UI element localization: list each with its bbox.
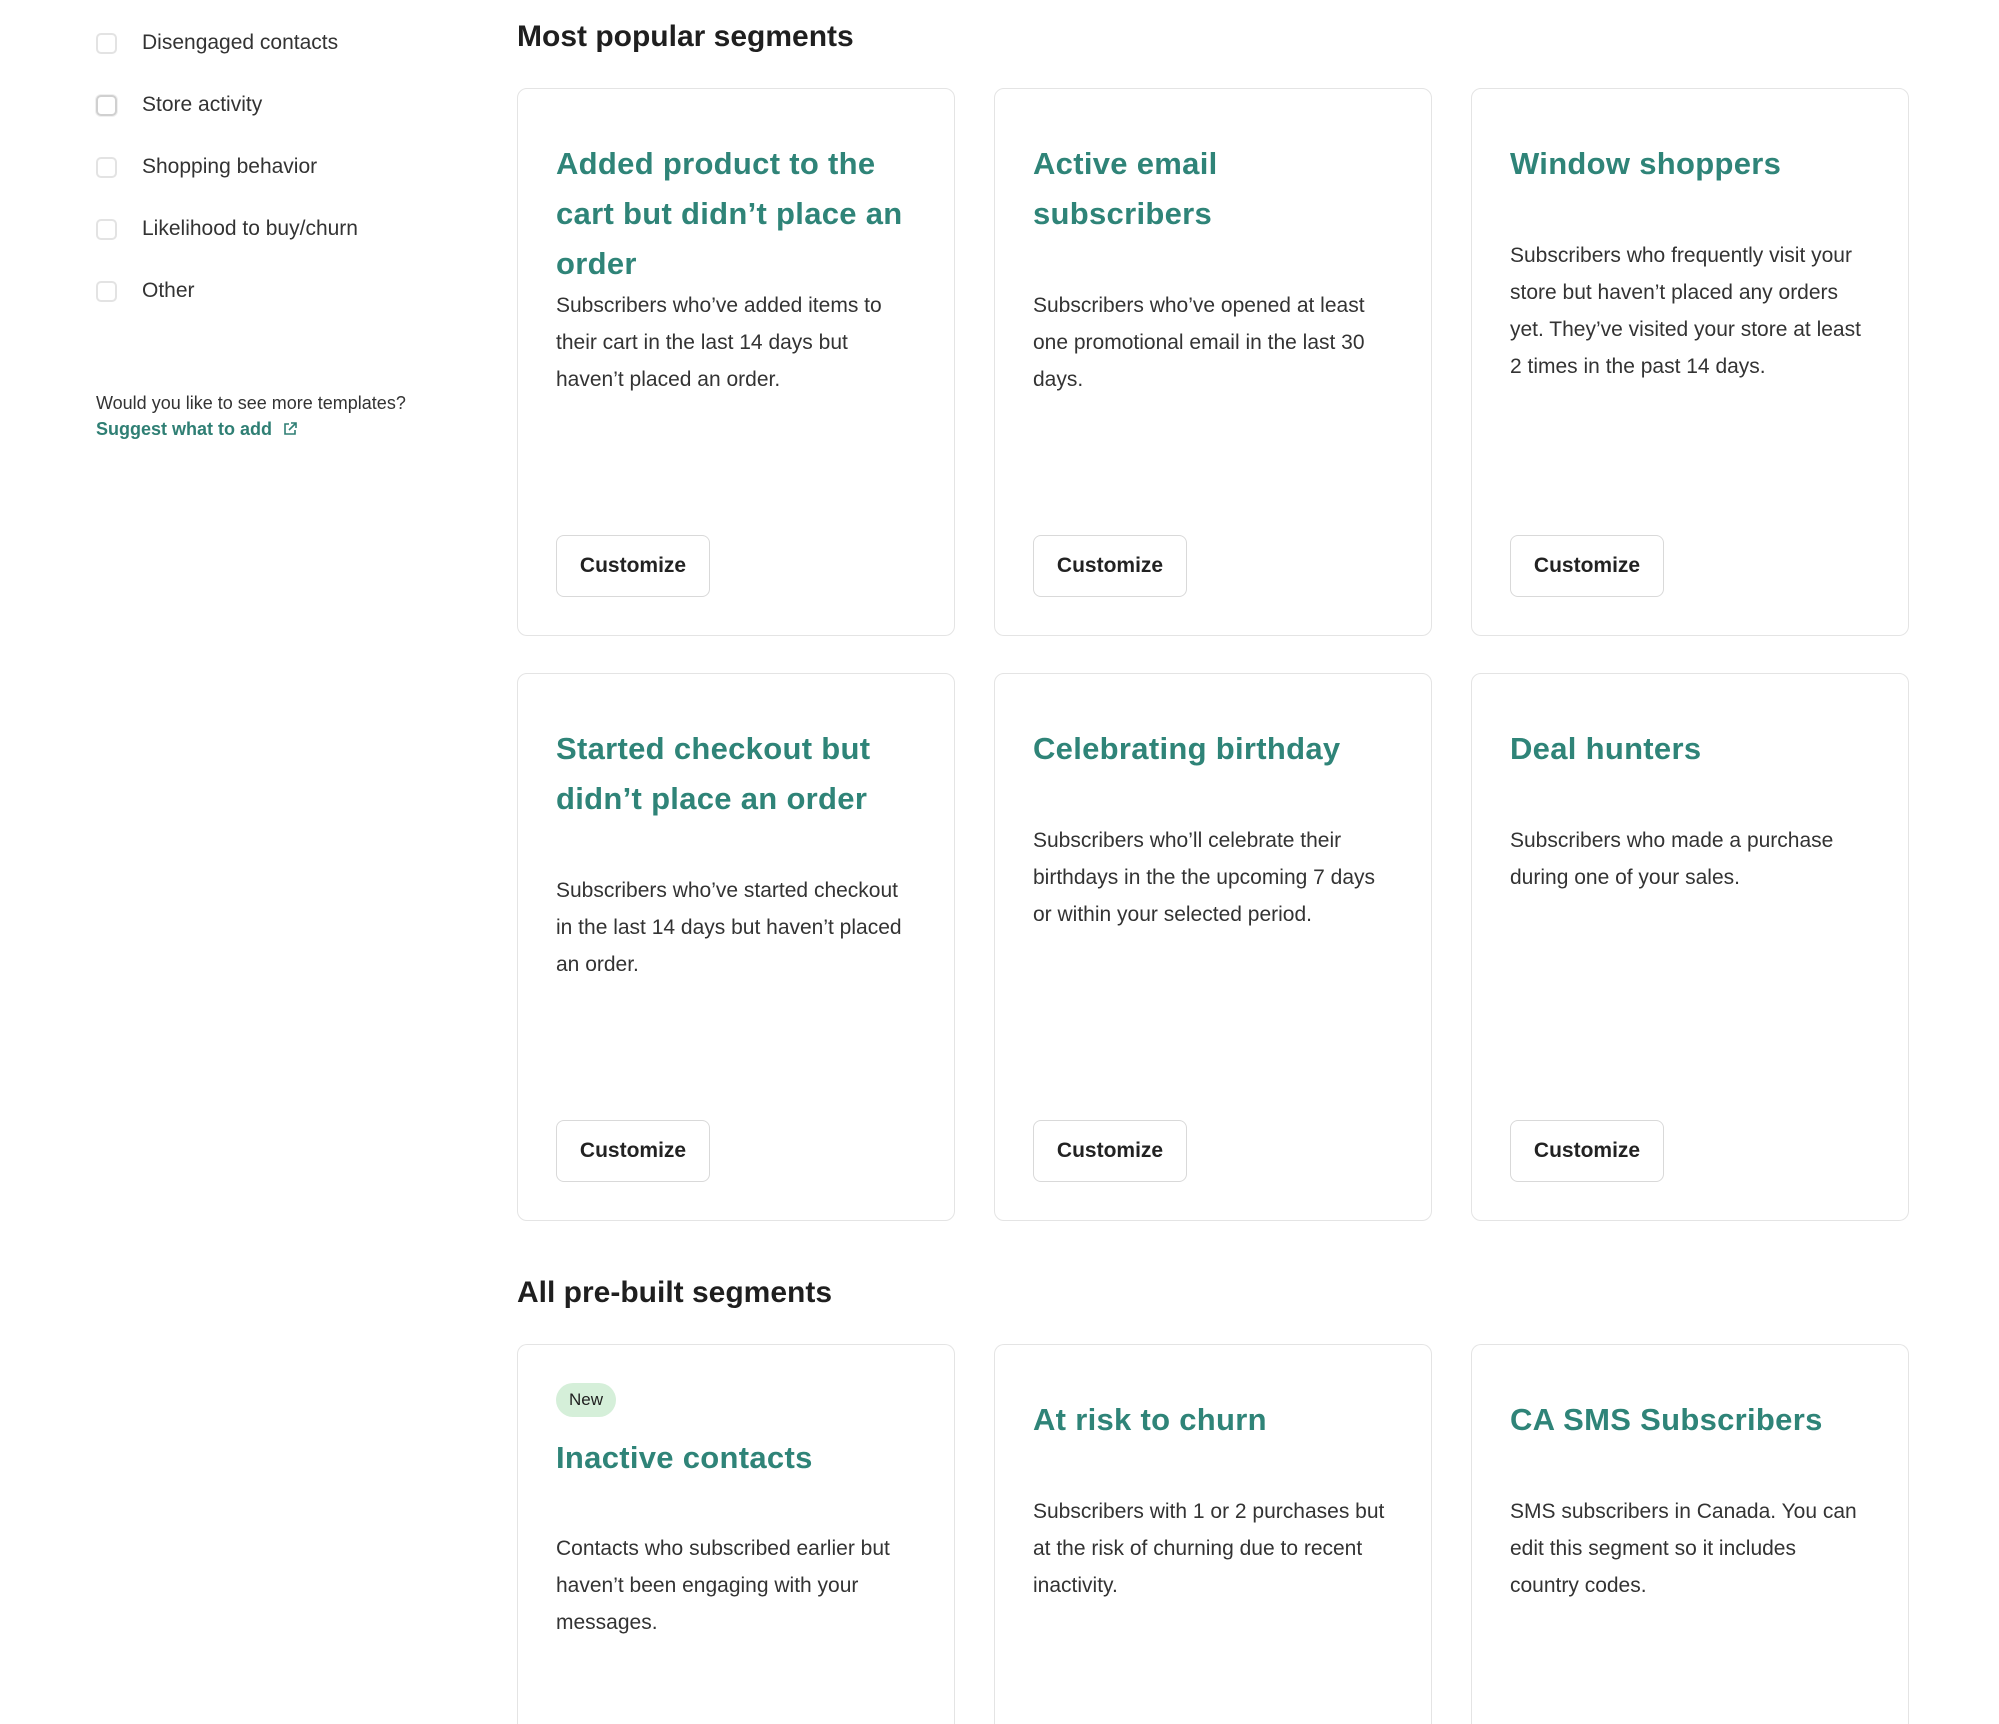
customize-button[interactable]: Customize — [556, 535, 710, 597]
card-title: Deal hunters — [1510, 731, 1702, 766]
customize-button[interactable]: Customize — [1510, 1120, 1664, 1182]
filter-label: Other — [142, 279, 195, 302]
more-templates-question: Would you like to see more templates? — [96, 393, 406, 413]
checkbox[interactable] — [96, 33, 117, 54]
card-description: Subscribers who frequently visit your store but haven’t placed any orders yet. They’ve visited your store at least 2 times in the past 14 days. — [1510, 244, 1861, 378]
card-title: CA SMS Subscribers — [1510, 1402, 1823, 1437]
external-link-icon — [282, 421, 298, 437]
category-filter-list — [96, 12, 436, 322]
card-title: Window shoppers — [1510, 146, 1782, 181]
card-title: Active email subscribers — [1033, 146, 1218, 231]
more-templates-box — [96, 390, 436, 442]
section-title-prebuilt: All pre-built segments — [517, 1276, 833, 1309]
filter-other[interactable] — [96, 260, 436, 322]
filter-label: Disengaged contacts — [142, 31, 339, 54]
segment-card — [517, 673, 955, 1221]
segment-card — [994, 1344, 1432, 1724]
filter-store-activity[interactable] — [96, 74, 436, 136]
section-title-popular: Most popular segments — [517, 20, 854, 53]
card-description: Subscribers who’ve started checkout in the last 14 days but haven’t placed an order. — [556, 879, 902, 976]
new-badge: New — [556, 1383, 616, 1417]
checkbox[interactable] — [96, 219, 117, 240]
filter-disengaged-contacts[interactable] — [96, 12, 436, 74]
segment-card — [1471, 673, 1909, 1221]
filter-label: Store activity — [142, 93, 263, 116]
card-description: Subscribers who’ll celebrate their birthdays in the the upcoming 7 days or within your selected period. — [1033, 829, 1376, 926]
card-description: Subscribers who’ve added items to their cart in the last 14 days but haven’t placed an order. — [556, 294, 882, 391]
card-title: Added product to the cart but didn’t place an order — [556, 146, 903, 281]
segment-card — [994, 88, 1432, 636]
segment-card — [1471, 88, 1909, 636]
checkbox[interactable] — [96, 157, 117, 178]
checkbox[interactable] — [96, 281, 117, 302]
card-title: Celebrating birthday — [1033, 731, 1341, 766]
card-description: Subscribers with 1 or 2 purchases but at the risk of churning due to recent inactivity. — [1033, 1500, 1385, 1597]
customize-button[interactable]: Customize — [556, 1120, 710, 1182]
filter-label: Likelihood to buy/churn — [142, 217, 358, 240]
segment-card — [1471, 1344, 1909, 1724]
card-title: Started checkout but didn’t place an order — [556, 731, 871, 816]
segment-card — [517, 1344, 955, 1724]
customize-button[interactable]: Customize — [1510, 535, 1664, 597]
card-description: Subscribers who made a purchase during one of your sales. — [1510, 829, 1834, 889]
suggest-templates-link[interactable] — [96, 416, 436, 442]
segment-card — [994, 673, 1432, 1221]
filter-label: Shopping behavior — [142, 155, 318, 178]
card-description: Contacts who subscribed earlier but haven’t been engaging with your messages. — [556, 1537, 890, 1634]
suggest-link-label: Suggest what to add — [96, 419, 273, 439]
card-description: Subscribers who’ve opened at least one promotional email in the last 30 days. — [1033, 294, 1365, 391]
filter-shopping-behavior[interactable] — [96, 136, 436, 198]
customize-button[interactable]: Customize — [1033, 1120, 1187, 1182]
segment-card — [517, 88, 955, 636]
card-description: SMS subscribers in Canada. You can edit this segment so it includes country codes. — [1510, 1500, 1857, 1597]
card-title: At risk to churn — [1033, 1402, 1267, 1437]
filter-likelihood-to-buy-churn[interactable] — [96, 198, 436, 260]
checkbox[interactable] — [96, 95, 117, 116]
filter-sidebar — [96, 12, 436, 442]
customize-button[interactable]: Customize — [1033, 535, 1187, 597]
card-title: Inactive contacts — [556, 1440, 813, 1475]
